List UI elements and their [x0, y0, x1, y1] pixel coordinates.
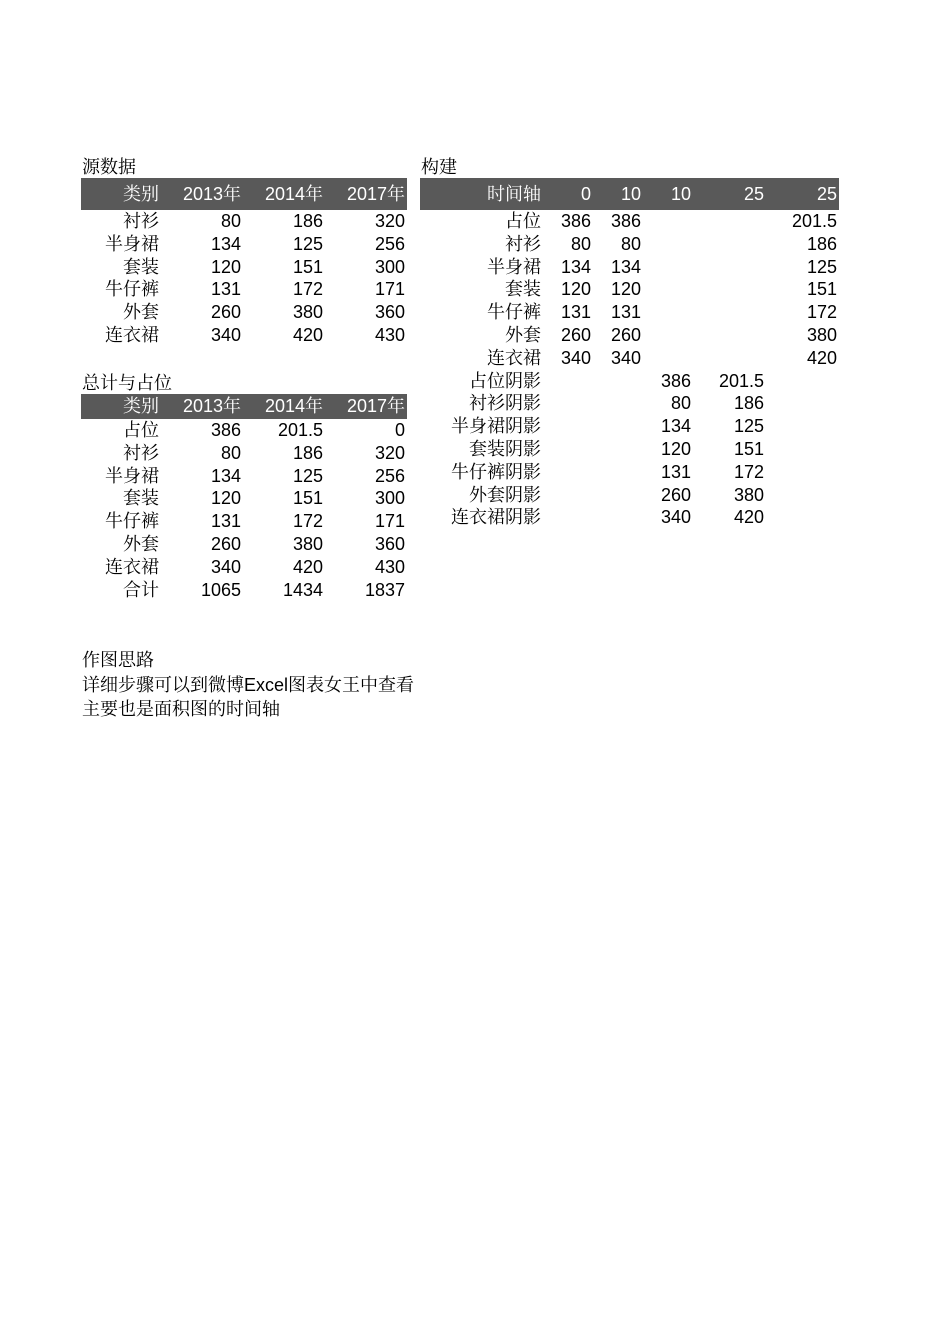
- value-cell: 80: [220, 211, 241, 231]
- row-label: 牛仔裤: [487, 302, 541, 323]
- row-label: 套装: [123, 256, 159, 277]
- row-label: 套装: [505, 279, 541, 300]
- row-label: 连衣裙: [105, 324, 159, 345]
- row-label: 占位阴影: [469, 370, 541, 391]
- header-cell: 类别: [81, 394, 161, 419]
- value-cell: 172: [806, 302, 837, 323]
- value-cell: [643, 233, 693, 256]
- value-cell: [693, 301, 766, 324]
- value-cell: 320: [374, 211, 405, 231]
- source-table-title: 源数据: [82, 157, 136, 177]
- value-cell: [593, 506, 643, 529]
- value-cell: [593, 438, 643, 461]
- value-cell: [693, 256, 766, 279]
- value-cell: 1837: [364, 579, 405, 600]
- value-cell: 151: [292, 256, 323, 277]
- value-cell: 172: [292, 511, 323, 532]
- row-label: 外套阴影: [469, 484, 541, 505]
- value-cell: 151: [806, 279, 837, 300]
- header-cell: 10: [643, 178, 693, 210]
- header-cell: 2013年: [161, 394, 243, 419]
- value-cell: 260: [210, 533, 241, 554]
- value-cell: 430: [374, 556, 405, 577]
- value-cell: [593, 461, 643, 484]
- totals-table-title: 总计与占位: [82, 373, 172, 393]
- value-cell: 420: [733, 507, 764, 528]
- value-cell: [693, 278, 766, 301]
- value-cell: [766, 415, 839, 438]
- value-cell: 300: [374, 256, 405, 277]
- value-cell: [643, 301, 693, 324]
- value-cell: 131: [560, 302, 591, 323]
- header-cell: 25: [766, 178, 839, 210]
- value-cell: 340: [560, 347, 591, 368]
- row-label: 占位: [123, 420, 159, 440]
- value-cell: 1065: [200, 579, 241, 600]
- value-cell: [643, 324, 693, 347]
- value-cell: 386: [560, 211, 591, 231]
- value-cell: 186: [806, 233, 837, 254]
- value-cell: 380: [292, 533, 323, 554]
- value-cell: 125: [806, 256, 837, 277]
- value-cell: 120: [210, 488, 241, 509]
- row-label: 外套: [505, 324, 541, 345]
- table-row: [420, 392, 839, 415]
- value-cell: [643, 210, 693, 233]
- notes-section: [82, 648, 414, 722]
- table-row: [420, 506, 839, 529]
- value-cell: [766, 438, 839, 461]
- value-cell: [543, 438, 593, 461]
- table-row: [81, 278, 407, 301]
- value-cell: 172: [292, 279, 323, 300]
- value-cell: 201.5: [277, 420, 323, 440]
- row-label: 套装: [123, 488, 159, 509]
- table-row: [81, 579, 407, 602]
- value-cell: 80: [570, 233, 591, 254]
- value-cell: 134: [210, 233, 241, 254]
- value-cell: 201.5: [791, 211, 837, 231]
- value-cell: 1434: [282, 579, 323, 600]
- value-cell: 80: [220, 442, 241, 463]
- value-cell: [693, 324, 766, 347]
- table-row: [420, 278, 839, 301]
- value-cell: 134: [610, 256, 641, 277]
- value-cell: 151: [292, 488, 323, 509]
- value-cell: 340: [210, 556, 241, 577]
- table-row: [420, 461, 839, 484]
- value-cell: 340: [210, 324, 241, 345]
- table-row: [81, 533, 407, 556]
- table-row: [81, 210, 407, 233]
- value-cell: 380: [733, 484, 764, 505]
- row-label: 牛仔裤阴影: [451, 461, 541, 482]
- value-cell: 134: [660, 416, 691, 437]
- value-cell: [593, 392, 643, 415]
- table-row: [420, 233, 839, 256]
- value-cell: [766, 506, 839, 529]
- value-cell: 260: [660, 484, 691, 505]
- table-row: [81, 510, 407, 533]
- header-row: [420, 178, 839, 210]
- value-cell: 380: [806, 324, 837, 345]
- header-cell: 2017年: [325, 394, 407, 419]
- row-label: 半身裙阴影: [451, 416, 541, 437]
- table-row: [420, 415, 839, 438]
- value-cell: 380: [292, 302, 323, 323]
- value-cell: [766, 370, 839, 393]
- value-cell: 386: [660, 370, 691, 391]
- header-cell: 2014年: [243, 178, 325, 210]
- value-cell: [543, 415, 593, 438]
- value-cell: [643, 278, 693, 301]
- value-cell: [693, 347, 766, 370]
- value-cell: 125: [292, 233, 323, 254]
- notes-title: 作图思路: [82, 650, 154, 670]
- value-cell: [543, 392, 593, 415]
- row-label: 半身裙: [487, 256, 541, 277]
- row-label: 连衣裙: [487, 347, 541, 368]
- row-label: 衬衫阴影: [469, 393, 541, 414]
- header-row: [81, 394, 407, 419]
- table-row: [420, 347, 839, 370]
- table-row: [420, 370, 839, 393]
- notes-line-2: 主要也是面积图的时间轴: [82, 699, 280, 719]
- header-cell: 类别: [81, 178, 161, 210]
- header-cell: 25: [693, 178, 766, 210]
- row-label: 衬衫: [505, 233, 541, 254]
- table-row: [81, 465, 407, 488]
- build-table-title: 构建: [421, 157, 457, 177]
- value-cell: 0: [394, 420, 405, 440]
- header-cell: 2017年: [325, 178, 407, 210]
- table-row: [81, 556, 407, 579]
- value-cell: [643, 347, 693, 370]
- value-cell: 256: [374, 233, 405, 254]
- table-row: [81, 301, 407, 324]
- value-cell: 80: [620, 233, 641, 254]
- value-cell: 172: [733, 461, 764, 482]
- row-label: 外套: [123, 533, 159, 554]
- value-cell: 120: [610, 279, 641, 300]
- value-cell: 386: [610, 211, 641, 231]
- table-row: [420, 324, 839, 347]
- value-cell: 340: [610, 347, 641, 368]
- row-label: 连衣裙: [105, 556, 159, 577]
- header-cell: 10: [593, 178, 643, 210]
- row-label: 外套: [123, 302, 159, 323]
- value-cell: 360: [374, 302, 405, 323]
- value-cell: 320: [374, 442, 405, 463]
- value-cell: 171: [374, 511, 405, 532]
- header-cell: 0: [543, 178, 593, 210]
- value-cell: 201.5: [718, 370, 764, 391]
- source-data-table: [81, 178, 407, 347]
- table-row: [81, 487, 407, 510]
- table-row: [420, 256, 839, 279]
- table-row: [420, 438, 839, 461]
- value-cell: 125: [733, 416, 764, 437]
- value-cell: [543, 484, 593, 507]
- row-label: 占位: [505, 211, 541, 231]
- row-label: 半身裙: [105, 465, 159, 486]
- value-cell: 120: [660, 438, 691, 459]
- value-cell: 360: [374, 533, 405, 554]
- table-row: [420, 210, 839, 233]
- table-row: [81, 256, 407, 279]
- value-cell: 186: [292, 442, 323, 463]
- value-cell: [593, 370, 643, 393]
- value-cell: [693, 233, 766, 256]
- value-cell: 430: [374, 324, 405, 345]
- value-cell: 131: [660, 461, 691, 482]
- header-cell: 时间轴: [420, 178, 543, 210]
- value-cell: [593, 415, 643, 438]
- value-cell: 131: [210, 511, 241, 532]
- table-row: [420, 301, 839, 324]
- value-cell: 420: [292, 556, 323, 577]
- value-cell: [593, 484, 643, 507]
- value-cell: 300: [374, 488, 405, 509]
- value-cell: [543, 506, 593, 529]
- value-cell: [766, 392, 839, 415]
- header-cell: 2014年: [243, 394, 325, 419]
- notes-line-1: 详细步骤可以到微博Excel图表女王中查看: [82, 674, 415, 695]
- value-cell: [766, 461, 839, 484]
- value-cell: 260: [610, 324, 641, 345]
- value-cell: 131: [210, 279, 241, 300]
- table-row: [81, 419, 407, 442]
- row-label: 套装阴影: [469, 438, 541, 459]
- value-cell: 125: [292, 465, 323, 486]
- row-label: 牛仔裤: [105, 279, 159, 300]
- value-cell: 80: [670, 393, 691, 414]
- value-cell: 151: [733, 438, 764, 459]
- value-cell: 171: [374, 279, 405, 300]
- table-row: [81, 324, 407, 347]
- row-label: 牛仔裤: [105, 511, 159, 532]
- value-cell: [543, 461, 593, 484]
- value-cell: 386: [210, 420, 241, 440]
- table-row: [420, 484, 839, 507]
- value-cell: [543, 370, 593, 393]
- value-cell: 120: [560, 279, 591, 300]
- value-cell: 420: [806, 347, 837, 368]
- value-cell: 131: [610, 302, 641, 323]
- value-cell: [766, 484, 839, 507]
- value-cell: 260: [560, 324, 591, 345]
- row-label: 半身裙: [105, 233, 159, 254]
- totals-table: [81, 394, 407, 601]
- row-label: 连衣裙阴影: [451, 507, 541, 528]
- row-label: 衬衫: [123, 211, 159, 231]
- value-cell: 260: [210, 302, 241, 323]
- table-row: [81, 233, 407, 256]
- table-row: [81, 442, 407, 465]
- value-cell: 256: [374, 465, 405, 486]
- row-label: 合计: [123, 579, 159, 600]
- build-table: [420, 178, 839, 529]
- value-cell: [643, 256, 693, 279]
- row-label: 衬衫: [123, 442, 159, 463]
- header-cell: 2013年: [161, 178, 243, 210]
- header-row: [81, 178, 407, 210]
- value-cell: 186: [733, 393, 764, 414]
- value-cell: 420: [292, 324, 323, 345]
- value-cell: [693, 210, 766, 233]
- value-cell: 120: [210, 256, 241, 277]
- value-cell: 340: [660, 507, 691, 528]
- value-cell: 134: [210, 465, 241, 486]
- value-cell: 134: [560, 256, 591, 277]
- value-cell: 186: [292, 211, 323, 231]
